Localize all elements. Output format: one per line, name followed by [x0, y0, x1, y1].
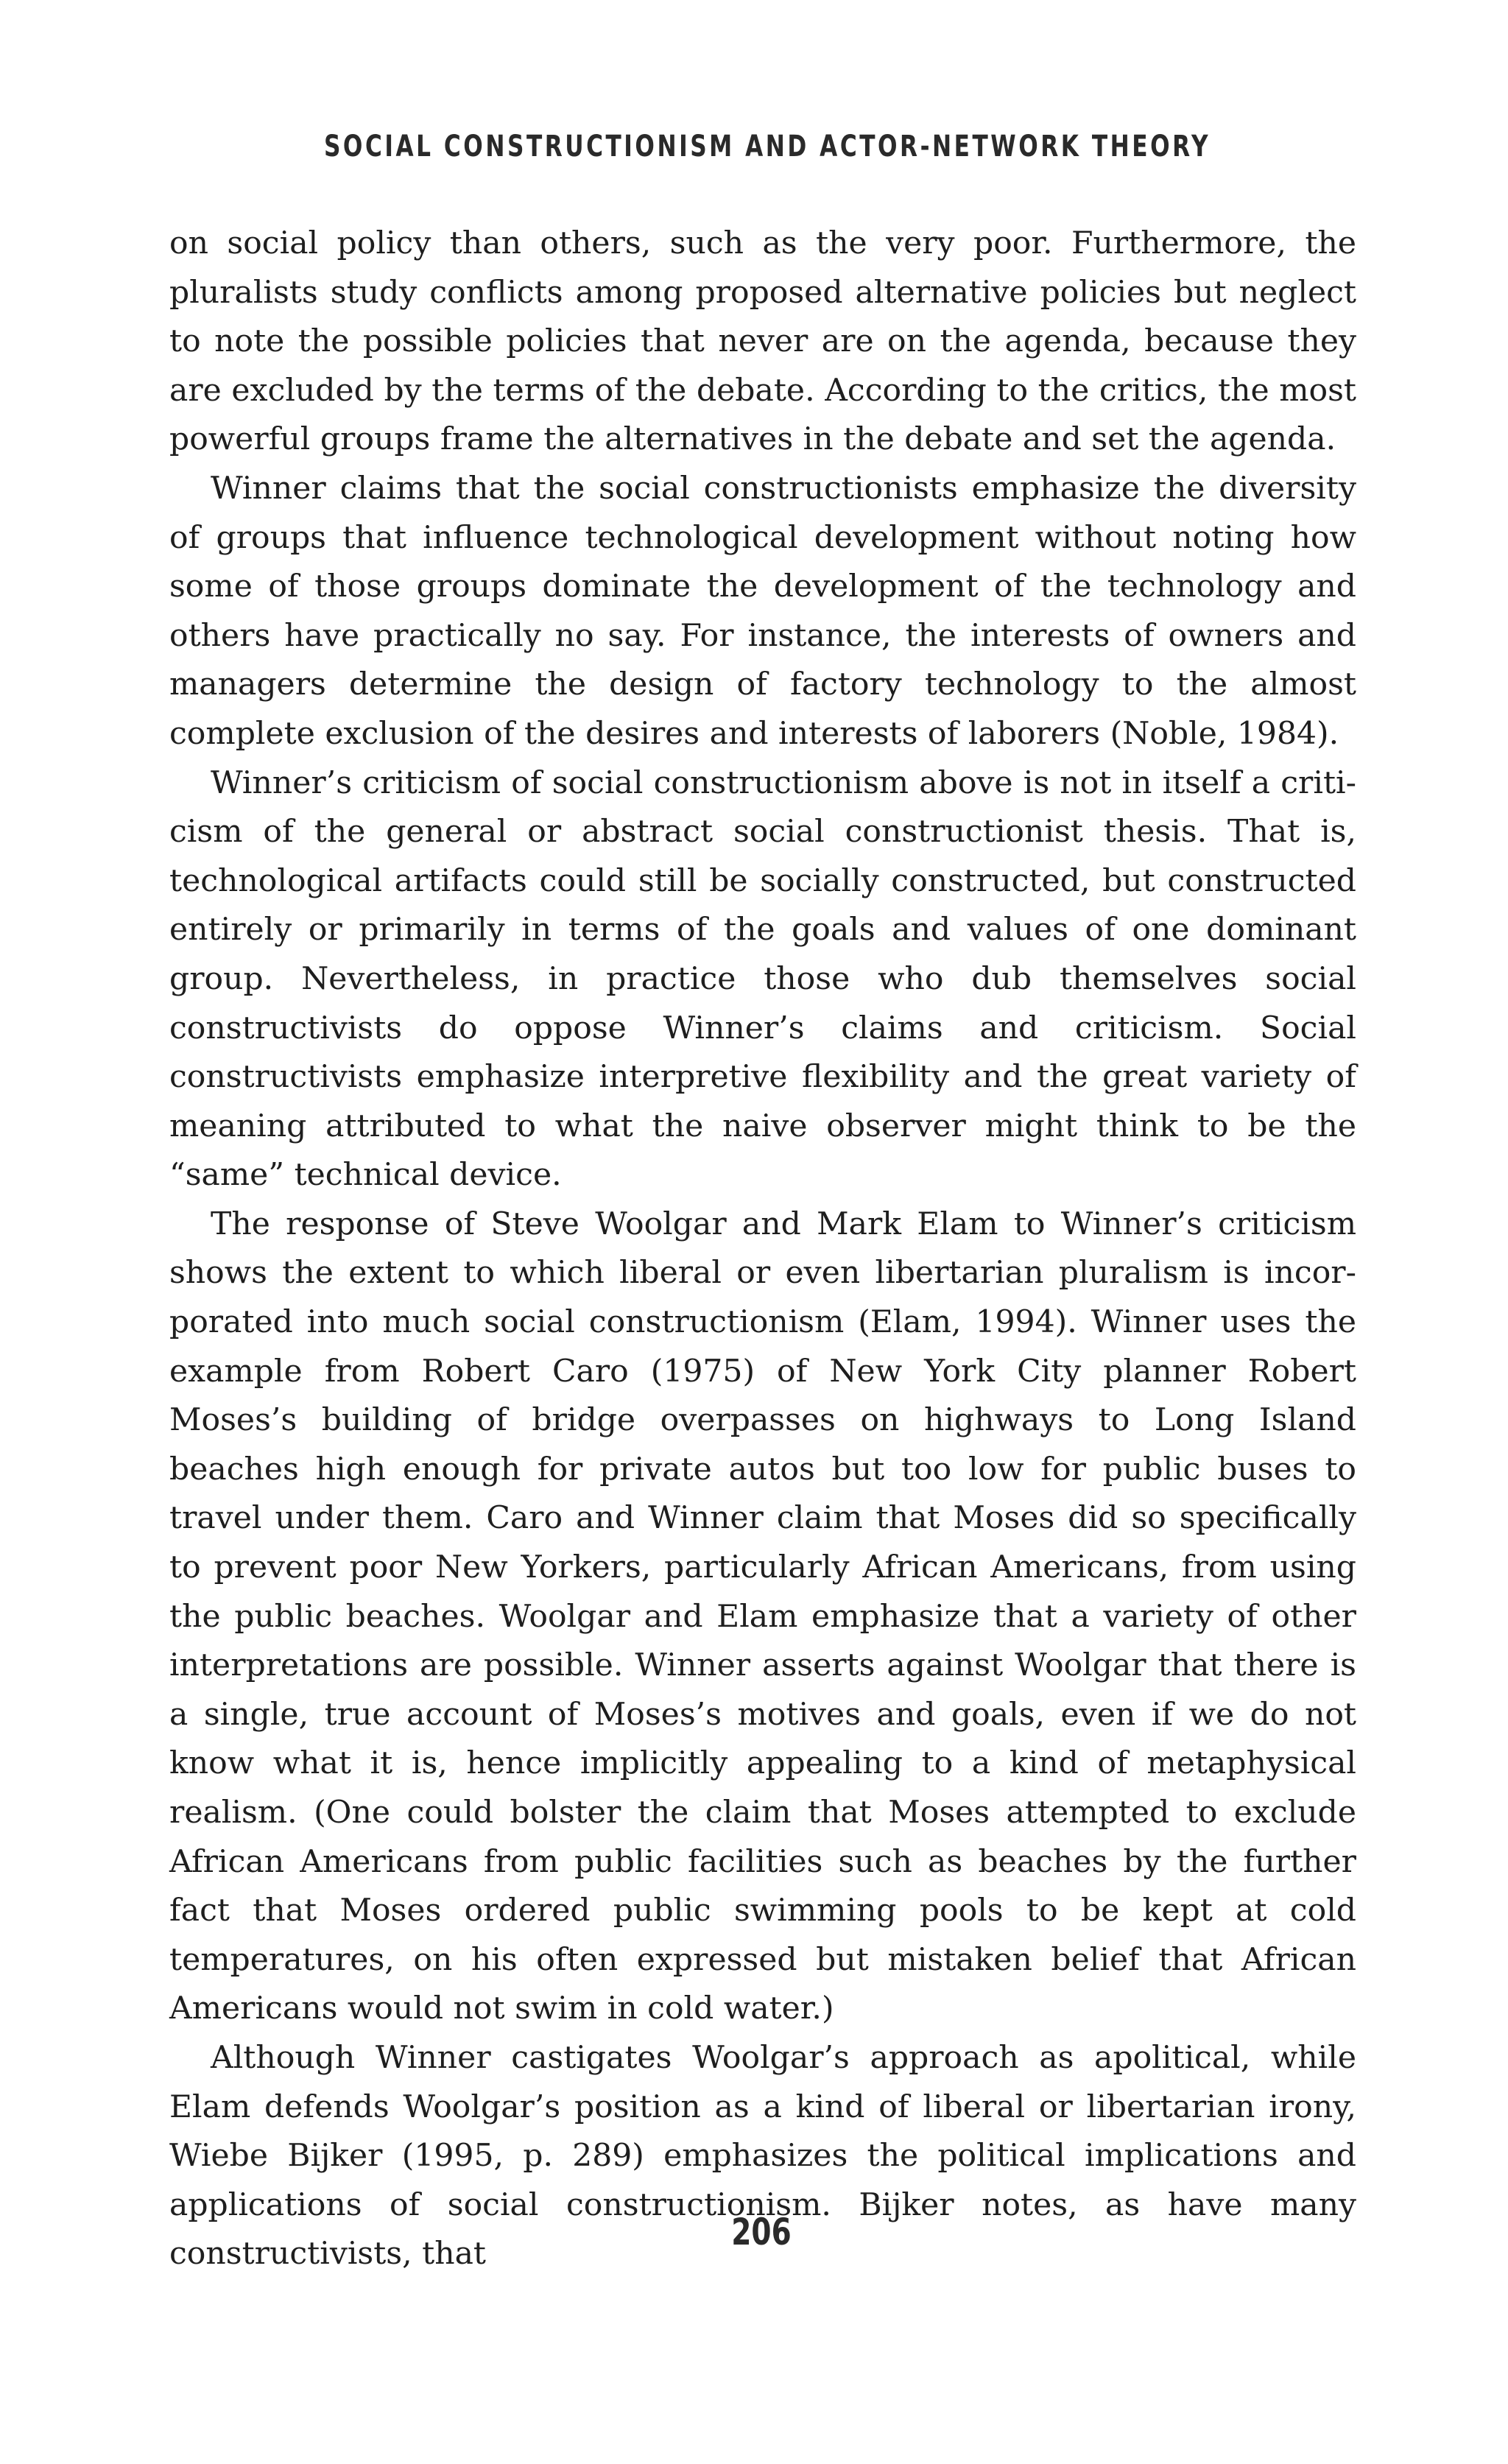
paragraph-bijker: Although Winner castigates Woolgar’s approach as apolitical, while Elam defends Woolgar’s position as a kind of liberal or libertarian irony, Wiebe Bijker (1995, p. 289) emphasizes the political implications and applications of social constructionism. Bijker notes, as have many constructivists, that: [169, 2039, 1356, 2273]
paragraph-winner-criticism: Winner’s criticism of social constructionism above is not in itself a criticism of the general or abstract social constructionist thesis. That is, technological artifacts could still be socially constructed, but constructed entirely or primarily in terms of the goals and values of one dominant group. Nevertheless, in practice those who dub themselves social constructivists do oppose Winner’s claims and criticism. Social constructivists emphasize interpretive flexibility and the great variety of meaning attributed to what the naive observer might think to be the “same” technical device.: [169, 764, 1356, 1194]
paragraph-winner-claims: Winner claims that the social constructionists emphasize the diversity of groups that influence technological development without noting how some of those groups dominate the development of the technology and others have practically no say. For instance, the interests of owners and managers determine the design of factory technology to the almost complete exclusion of the desires and interests of laborers (Noble, 1984).: [169, 470, 1356, 752]
paragraph-continued: on social policy than others, such as the very poor. Furthermore, the pluralists study conflicts among proposed alternative policies but neglect to note the possible policies that never are on the agenda, because they are excluded by the terms of the debate. According to the critics, the most powerful groups frame the alternatives in the debate and set the agenda.: [169, 225, 1356, 458]
page-number: 206: [731, 2211, 792, 2253]
body-text: [169, 219, 1356, 2279]
paragraph-woolgar-elam-response: The response of Steve Woolgar and Mark Elam to Winner’s criticism shows the extent to which liberal or even libertarian pluralism is incorporated into much social constructionism (Elam, 1994). Winner uses the example from Robert Caro (1975) of New York City planner Robert Moses’s building of bridge overpasses on highways to Long Island beaches high enough for private autos but too low for public buses to travel under them. Caro and Winner claim that Moses did so specifically to prevent poor New Yorkers, particularly African Americans, from using the public beaches. Woolgar and Elam emphasize that a variety of other interpretations are possible. Winner asserts against Woolgar that there is a single, true account of Moses’s motives and goals, even if we do not know what it is, hence implicitly appealing to a kind of metaphysical realism. (One could bolster the claim that Moses attempted to exclude African Americans from public facilities such as beaches by the further fact that Moses ordered public swimming pools to be kept at cold temperatures, on his often expressed but mistaken belief that African Americans would not swim in cold water.): [169, 1205, 1356, 2027]
running-head: SOCIAL CONSTRUCTIONISM AND ACTOR-NETWORK THEORY: [323, 130, 1211, 163]
